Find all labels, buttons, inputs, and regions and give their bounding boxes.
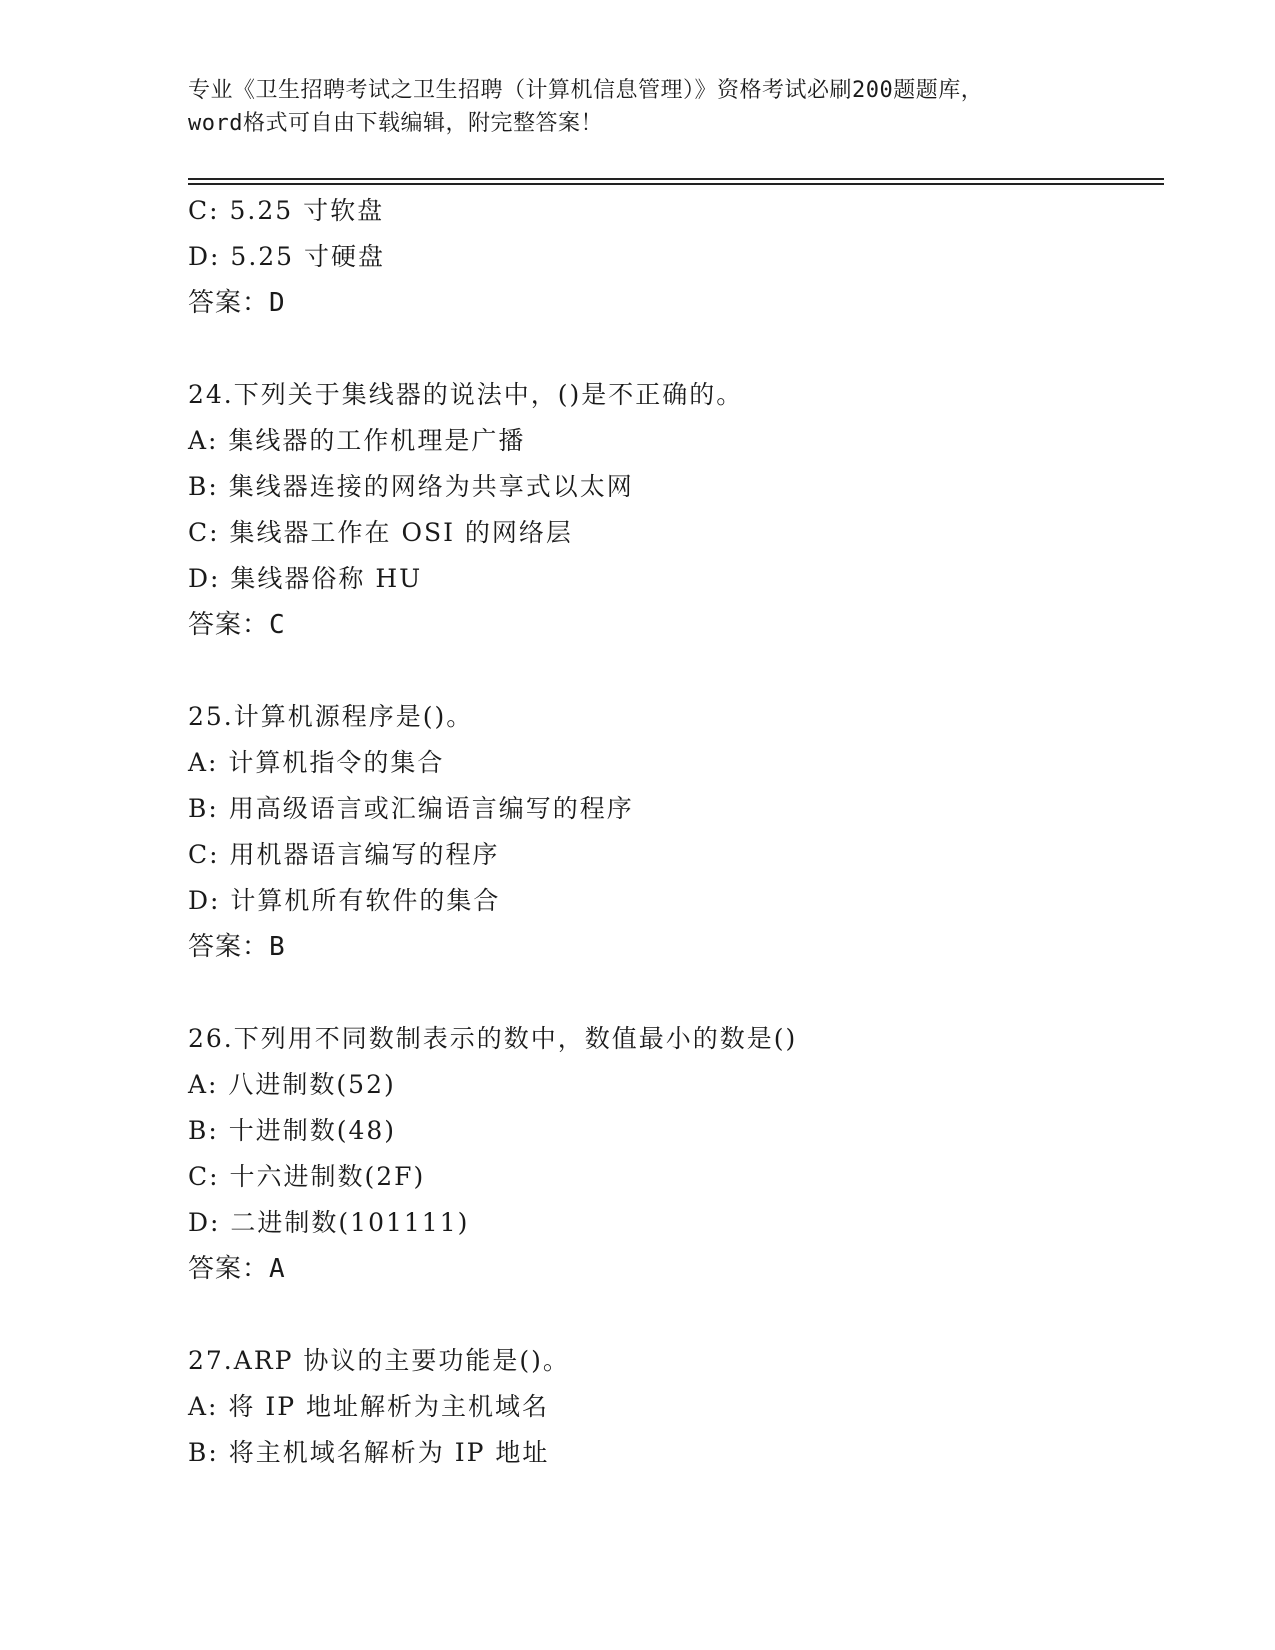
option-a: A: 八进制数(52) [188, 1070, 396, 1099]
question-25 [188, 694, 1148, 970]
question-list [188, 188, 1148, 1476]
option-b: B: 集线器连接的网络为共享式以太网 [188, 472, 634, 501]
answer-line: 答案：C [188, 610, 286, 640]
spacer [188, 1292, 1148, 1338]
answer-line: 答案：D [188, 288, 286, 318]
spacer [188, 326, 1148, 372]
option-c: C: 十六进制数(2F) [188, 1162, 426, 1191]
answer-line: 答案：B [188, 932, 286, 962]
option-d: D: 二进制数(101111) [188, 1208, 470, 1237]
option-b: B: 用高级语言或汇编语言编写的程序 [188, 794, 634, 823]
option-a: A: 计算机指令的集合 [188, 748, 445, 777]
header-divider-top [188, 178, 1164, 180]
option-c: C: 用机器语言编写的程序 [188, 840, 500, 869]
option-c: C: 5.25 寸软盘 [188, 196, 385, 225]
question-26 [188, 1016, 1148, 1292]
question-stem: 24.下列关于集线器的说法中，()是不正确的。 [188, 380, 744, 409]
option-d: D: 集线器俗称 HU [188, 564, 423, 593]
question-27 [188, 1338, 1148, 1476]
question-fragment-23 [188, 188, 1148, 326]
option-a: A: 将 IP 地址解析为主机域名 [188, 1392, 550, 1421]
answer-line: 答案：A [188, 1254, 286, 1284]
spacer [188, 648, 1148, 694]
option-b: B: 将主机域名解析为 IP 地址 [188, 1438, 550, 1467]
document-header [188, 74, 1088, 140]
question-stem: 27.ARP 协议的主要功能是()。 [188, 1346, 570, 1375]
question-stem: 26.下列用不同数制表示的数中，数值最小的数是() [188, 1024, 798, 1053]
option-c: C: 集线器工作在 OSI 的网络层 [188, 518, 573, 547]
header-line-1: 专业《卫生招聘考试之卫生招聘（计算机信息管理）》资格考试必刷200题题库， [188, 78, 984, 103]
header-divider-bottom [188, 183, 1164, 185]
option-b: B: 十进制数(48) [188, 1116, 397, 1145]
option-d: D: 计算机所有软件的集合 [188, 886, 501, 915]
option-d: D: 5.25 寸硬盘 [188, 242, 386, 271]
question-stem: 25.计算机源程序是()。 [188, 702, 474, 731]
option-a: A: 集线器的工作机理是广播 [188, 426, 526, 455]
header-line-2: word格式可自由下载编辑，附完整答案！ [188, 111, 603, 136]
question-24 [188, 372, 1148, 648]
spacer [188, 970, 1148, 1016]
